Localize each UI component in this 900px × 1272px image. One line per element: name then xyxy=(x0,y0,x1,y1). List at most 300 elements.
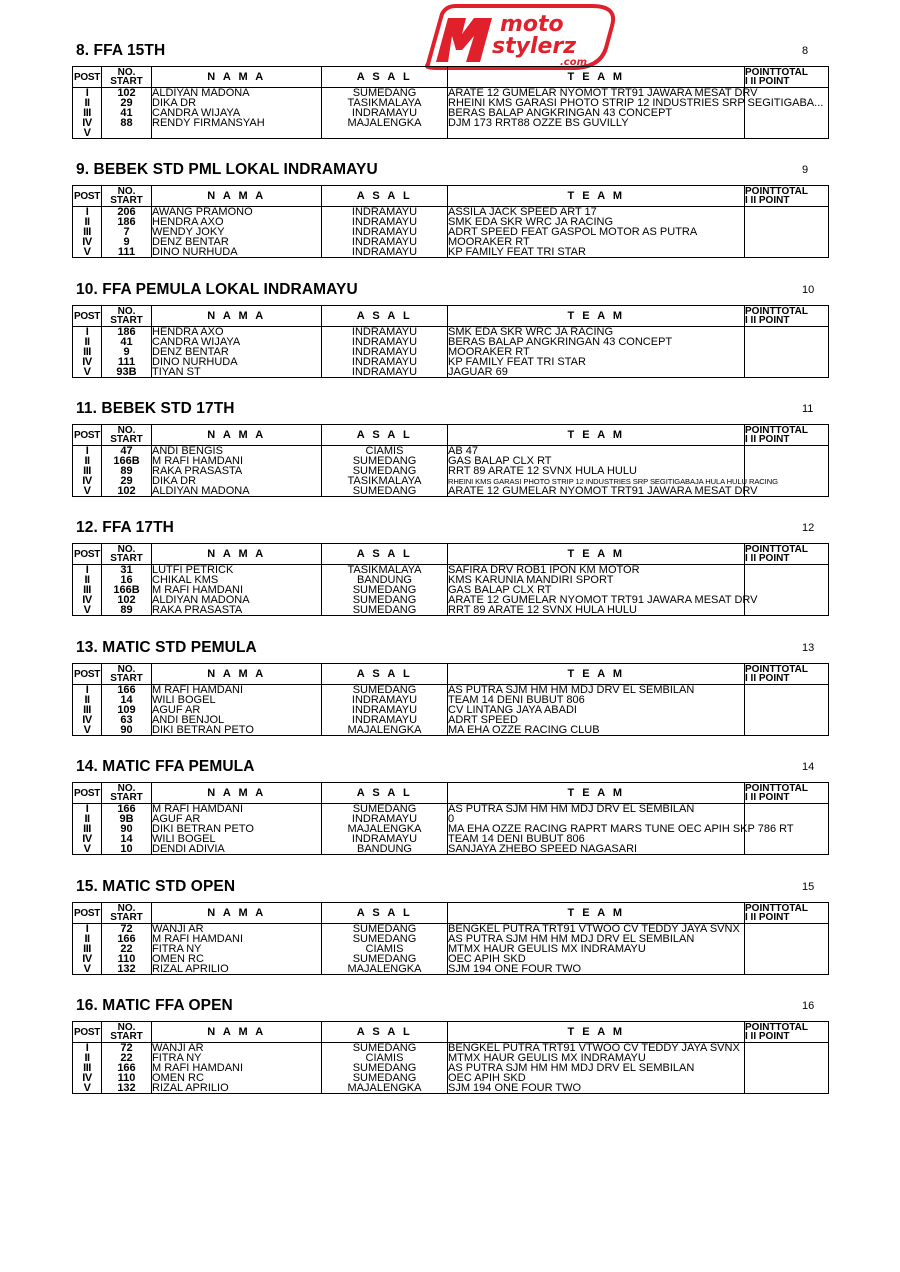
cell-position: III xyxy=(73,705,102,715)
class-section xyxy=(72,400,828,497)
section-number: 14 xyxy=(802,761,815,773)
cell-rider-name: DINO NURHUDA xyxy=(152,357,322,367)
cell-origin: SUMEDANG xyxy=(322,585,448,595)
cell-rider-name: HENDRA AXO xyxy=(152,217,322,227)
cell-point xyxy=(745,1083,829,1094)
header-start-line2: START xyxy=(110,553,143,564)
table-header-row xyxy=(73,1022,829,1043)
table-header-row xyxy=(73,544,829,565)
header-asal: A S A L xyxy=(322,903,448,924)
cell-start-number: 93B xyxy=(102,367,152,378)
cell-team: BERAS BALAP ANGKRINGAN 43 CONCEPT xyxy=(448,337,745,347)
cell-origin: MAJALENGKA xyxy=(322,725,448,736)
cell-origin: SUMEDANG xyxy=(322,1043,448,1054)
header-post: POST xyxy=(73,664,102,685)
cell-rider-name: HENDRA AXO xyxy=(152,327,322,338)
cell-team: SJM 194 ONE FOUR TWO xyxy=(448,1083,745,1094)
cell-team: CV LINTANG JAYA ABADI xyxy=(448,705,745,715)
logo-text-bottom: stylerz xyxy=(492,34,577,59)
cell-origin: INDRAMAYU xyxy=(322,337,448,347)
header-start-line2: START xyxy=(110,792,143,803)
cell-start-number: 109 xyxy=(102,705,152,715)
cell-point xyxy=(745,695,829,705)
cell-point xyxy=(745,207,829,218)
cell-position: II xyxy=(73,456,102,466)
header-no-start xyxy=(102,186,152,207)
table-row xyxy=(73,118,829,128)
cell-position: III xyxy=(73,1063,102,1073)
cell-origin: SUMEDANG xyxy=(322,804,448,815)
cell-team: JAGUAR 69 xyxy=(448,367,745,378)
table-row xyxy=(73,964,829,975)
cell-start-number: 90 xyxy=(102,725,152,736)
cell-position: III xyxy=(73,944,102,954)
cell-start-number: 29 xyxy=(102,476,152,486)
cell-start-number: 206 xyxy=(102,207,152,218)
cell-origin: CIAMIS xyxy=(322,446,448,457)
cell-rider-name: CANDRA WIJAYA xyxy=(152,108,322,118)
results-table xyxy=(72,1021,829,1094)
cell-team: AS PUTRA SJM HM HM MDJ DRV EL SEMBILAN xyxy=(448,685,745,696)
cell-position: I xyxy=(73,1043,102,1054)
cell-position: IV xyxy=(73,834,102,844)
header-point-line1: POINTTOTAL xyxy=(745,1022,808,1033)
cell-origin: INDRAMAYU xyxy=(322,357,448,367)
cell-position: II xyxy=(73,695,102,705)
cell-rider-name: RAKA PRASASTA xyxy=(152,605,322,616)
cell-start-number: 63 xyxy=(102,715,152,725)
section-title: 9. BEBEK STD PML LOKAL INDRAMAYU xyxy=(76,161,378,178)
cell-origin: SUMEDANG xyxy=(322,88,448,99)
cell-start-number: 7 xyxy=(102,227,152,237)
cell-rider-name: M RAFI HAMDANI xyxy=(152,585,322,595)
cell-rider-name: ALDIYAN MADONA xyxy=(152,486,322,497)
header-nama: N A M A xyxy=(152,544,322,565)
table-header-row xyxy=(73,664,829,685)
cell-point xyxy=(745,108,829,118)
cell-point xyxy=(745,466,829,476)
cell-rider-name: WENDY JOKY xyxy=(152,227,322,237)
cell-point xyxy=(745,1073,829,1083)
cell-start-number: 14 xyxy=(102,834,152,844)
cell-start-number: 111 xyxy=(102,357,152,367)
cell-position: V xyxy=(73,128,102,139)
header-team: T E A M xyxy=(448,783,745,804)
cell-point xyxy=(745,804,829,815)
section-title: 8. FFA 15TH xyxy=(76,42,166,59)
header-no-start xyxy=(102,903,152,924)
cell-team: KP FAMILY FEAT TRI STAR xyxy=(448,247,745,258)
header-post: POST xyxy=(73,783,102,804)
cell-position: V xyxy=(73,964,102,975)
cell-start-number: 90 xyxy=(102,824,152,834)
header-start-line2: START xyxy=(110,76,143,87)
section-header xyxy=(72,519,828,541)
cell-team: ARATE 12 GUMELAR NYOMOT TRT91 JAWARA MESAT DRV xyxy=(448,86,758,99)
cell-origin: CIAMIS xyxy=(322,1053,448,1063)
section-title: 13. MATIC STD PEMULA xyxy=(76,639,257,656)
section-title: 12. FFA 17TH xyxy=(76,519,174,536)
header-nama: N A M A xyxy=(152,664,322,685)
class-section xyxy=(72,997,828,1094)
cell-team: ADRT SPEED FEAT GASPOL MOTOR AS PUTRA xyxy=(448,227,745,237)
cell-team: ADRT SPEED xyxy=(448,715,745,725)
results-table xyxy=(72,185,829,258)
cell-point xyxy=(745,456,829,466)
cell-position: III xyxy=(73,466,102,476)
cell-point xyxy=(745,605,829,616)
table-row xyxy=(73,1083,829,1094)
cell-point xyxy=(745,1043,829,1054)
header-point-total xyxy=(745,544,829,565)
header-asal: A S A L xyxy=(322,186,448,207)
cell-position: IV xyxy=(73,237,102,247)
cell-start-number: 186 xyxy=(102,327,152,338)
class-section xyxy=(72,758,828,855)
header-point-line1: POINTTOTAL xyxy=(745,544,808,555)
cell-origin: MAJALENGKA xyxy=(322,118,448,128)
cell-origin: INDRAMAYU xyxy=(322,705,448,715)
header-team: T E A M xyxy=(448,903,745,924)
cell-start-number: 166 xyxy=(102,685,152,696)
table-header-row xyxy=(73,306,829,327)
cell-start-number: 186 xyxy=(102,217,152,227)
cell-team: SMK EDA SKR WRC JA RACING xyxy=(448,327,745,338)
cell-rider-name: WANJI AR xyxy=(152,1043,322,1054)
results-table xyxy=(72,305,829,378)
cell-position: III xyxy=(73,824,102,834)
cell-rider-name: AGUF AR xyxy=(152,814,322,824)
table-row xyxy=(73,367,829,378)
cell-position: I xyxy=(73,565,102,576)
cell-start-number: 31 xyxy=(102,565,152,576)
header-no-start xyxy=(102,1022,152,1043)
cell-position: V xyxy=(73,1083,102,1094)
cell-team: SMK EDA SKR WRC JA RACING xyxy=(448,217,745,227)
results-table xyxy=(72,663,829,736)
cell-start-number: 89 xyxy=(102,605,152,616)
cell-start-number: 72 xyxy=(102,924,152,935)
cell-team: SAFIRA DRV ROB1 IPON KM MOTOR xyxy=(448,565,745,576)
cell-start-number: 102 xyxy=(102,486,152,497)
cell-position: IV xyxy=(73,1073,102,1083)
header-point-total xyxy=(745,783,829,804)
cell-rider-name: LUTFI PETRICK xyxy=(152,565,322,576)
logo-text-top: moto xyxy=(500,12,564,37)
section-header xyxy=(72,42,828,64)
cell-start-number: 166 xyxy=(102,804,152,815)
cell-point xyxy=(745,118,829,128)
cell-point xyxy=(745,357,829,367)
cell-origin: SUMEDANG xyxy=(322,924,448,935)
class-section xyxy=(72,519,828,616)
cell-position: I xyxy=(73,804,102,815)
cell-origin: INDRAMAYU xyxy=(322,715,448,725)
cell-position: V xyxy=(73,605,102,616)
header-nama: N A M A xyxy=(152,783,322,804)
header-nama: N A M A xyxy=(152,1022,322,1043)
cell-origin: SUMEDANG xyxy=(322,456,448,466)
cell-start-number: 9 xyxy=(102,347,152,357)
cell-start-number: 166 xyxy=(102,934,152,944)
header-no-start xyxy=(102,544,152,565)
header-team: T E A M xyxy=(448,664,745,685)
cell-origin: BANDUNG xyxy=(322,844,448,855)
header-point-line1: POINTTOTAL xyxy=(745,67,808,78)
cell-rider-name: RIZAL APRILIO xyxy=(152,1083,322,1094)
section-title: 14. MATIC FFA PEMULA xyxy=(76,758,255,775)
cell-team: ARATE 12 GUMELAR NYOMOT TRT91 JAWARA MESAT DRV xyxy=(448,593,758,606)
header-team: T E A M xyxy=(448,425,745,446)
header-point-line1: POINTTOTAL xyxy=(745,783,808,794)
cell-position: V xyxy=(73,844,102,855)
cell-team: RHEINI KMS GARASI PHOTO STRIP 12 INDUSTRIES SRP SEGITIGABAJA HULA HULU RACING xyxy=(448,476,778,486)
cell-team: ARATE 12 GUMELAR NYOMOT TRT91 JAWARA MESAT DRV xyxy=(448,484,758,497)
cell-team: AB 47 xyxy=(448,446,745,457)
cell-rider-name: WILI BOGEL xyxy=(152,695,322,705)
cell-team: RHEINI KMS GARASI PHOTO STRIP 12 INDUSTRIES SRP SEGITIGABA... xyxy=(448,96,824,109)
table-row xyxy=(73,605,829,616)
cell-origin: SUMEDANG xyxy=(322,954,448,964)
cell-origin: CIAMIS xyxy=(322,944,448,954)
cell-origin: SUMEDANG xyxy=(322,934,448,944)
header-point-total xyxy=(745,425,829,446)
cell-start-number: 72 xyxy=(102,1043,152,1054)
section-header xyxy=(72,758,828,780)
section-number: 10 xyxy=(802,284,815,296)
cell-rider-name: FITRA NY xyxy=(152,1053,322,1063)
cell-point xyxy=(745,934,829,944)
cell-position: I xyxy=(73,446,102,457)
header-post: POST xyxy=(73,425,102,446)
cell-start-number: 22 xyxy=(102,1053,152,1063)
cell-origin: SUMEDANG xyxy=(322,685,448,696)
table-header-row xyxy=(73,425,829,446)
cell-position: I xyxy=(73,327,102,338)
cell-rider-name: ALDIYAN MADONA xyxy=(152,595,322,605)
cell-start-number: 89 xyxy=(102,466,152,476)
header-point-line2: I II POINT xyxy=(745,792,790,803)
results-table xyxy=(72,543,829,616)
header-no-line1: NO. xyxy=(117,1022,136,1033)
cell-position: II xyxy=(73,1053,102,1063)
cell-team: OEC APIH SKD xyxy=(448,1073,745,1083)
header-team: T E A M xyxy=(448,544,745,565)
cell-origin: INDRAMAYU xyxy=(322,327,448,338)
results-table xyxy=(72,782,829,855)
cell-rider-name: WANJI AR xyxy=(152,924,322,935)
cell-start-number: 29 xyxy=(102,98,152,108)
cell-rider-name: CHIKAL KMS xyxy=(152,575,322,585)
header-point-line2: I II POINT xyxy=(745,553,790,564)
cell-position: II xyxy=(73,934,102,944)
cell-position: II xyxy=(73,98,102,108)
header-start-line2: START xyxy=(110,195,143,206)
header-no-start xyxy=(102,67,152,88)
logo-text-domain: .com xyxy=(560,57,588,68)
cell-team: MTMX HAUR GEULIS MX INDRAMAYU xyxy=(448,944,745,954)
header-point-line2: I II POINT xyxy=(745,912,790,923)
cell-rider-name: WILI BOGEL xyxy=(152,834,322,844)
table-header-row xyxy=(73,783,829,804)
cell-team: SANJAYA ZHEBO SPEED NAGASARI xyxy=(448,844,745,855)
cell-origin: SUMEDANG xyxy=(322,1063,448,1073)
cell-position: II xyxy=(73,337,102,347)
cell-origin: INDRAMAYU xyxy=(322,207,448,218)
cell-point xyxy=(745,954,829,964)
cell-rider-name: M RAFI HAMDANI xyxy=(152,456,322,466)
cell-point xyxy=(745,247,829,258)
results-table xyxy=(72,424,829,497)
cell-position: IV xyxy=(73,118,102,128)
header-no-line1: NO. xyxy=(117,544,136,555)
section-header xyxy=(72,161,828,183)
header-no-line1: NO. xyxy=(117,425,136,436)
header-point-line2: I II POINT xyxy=(745,76,790,87)
cell-origin: TASIKMALAYA xyxy=(322,98,448,108)
cell-team: MA EHA OZZE RACING RAPRT MARS TUNE OEC APIH SKP 786 RT xyxy=(448,822,794,835)
cell-start-number: 132 xyxy=(102,964,152,975)
header-start-line2: START xyxy=(110,673,143,684)
table-row xyxy=(73,486,829,497)
cell-point xyxy=(745,964,829,975)
cell-start-number: 110 xyxy=(102,954,152,964)
section-title: 16. MATIC FFA OPEN xyxy=(76,997,233,1014)
header-no-line1: NO. xyxy=(117,186,136,197)
cell-origin: SUMEDANG xyxy=(322,466,448,476)
cell-start-number: 110 xyxy=(102,1073,152,1083)
cell-position: IV xyxy=(73,476,102,486)
cell-team: GAS BALAP CLX RT xyxy=(448,585,745,595)
header-post: POST xyxy=(73,306,102,327)
section-number: 12 xyxy=(802,522,815,534)
section-number: 8 xyxy=(802,45,809,57)
cell-point xyxy=(745,1063,829,1073)
header-point-total xyxy=(745,306,829,327)
header-no-line1: NO. xyxy=(117,783,136,794)
class-section xyxy=(72,42,828,139)
results-table xyxy=(72,66,829,139)
header-post: POST xyxy=(73,1022,102,1043)
section-number: 15 xyxy=(802,881,815,893)
cell-team: GAS BALAP CLX RT xyxy=(448,456,745,466)
cell-point xyxy=(745,217,829,227)
cell-point xyxy=(745,715,829,725)
cell-origin: BANDUNG xyxy=(322,575,448,585)
cell-point xyxy=(745,327,829,338)
cell-rider-name: RAKA PRASASTA xyxy=(152,466,322,476)
section-number: 16 xyxy=(802,1000,815,1012)
cell-start-number: 166B xyxy=(102,456,152,466)
header-start-line2: START xyxy=(110,434,143,445)
cell-rider-name: DENDI ADIVIA xyxy=(152,844,322,855)
cell-origin: INDRAMAYU xyxy=(322,834,448,844)
header-point-line2: I II POINT xyxy=(745,673,790,684)
cell-point xyxy=(745,924,829,935)
cell-position: V xyxy=(73,247,102,258)
section-header xyxy=(72,639,828,661)
cell-origin: INDRAMAYU xyxy=(322,367,448,378)
cell-point xyxy=(745,565,829,576)
cell-start-number xyxy=(102,128,152,139)
cell-position: III xyxy=(73,585,102,595)
cell-start-number: 16 xyxy=(102,575,152,585)
cell-position: III xyxy=(73,108,102,118)
header-no-start xyxy=(102,664,152,685)
cell-rider-name: OMEN RC xyxy=(152,1073,322,1083)
header-start-line2: START xyxy=(110,912,143,923)
header-asal: A S A L xyxy=(322,306,448,327)
cell-rider-name: DIKI BETRAN PETO xyxy=(152,725,322,736)
header-asal: A S A L xyxy=(322,664,448,685)
cell-position: III xyxy=(73,347,102,357)
cell-position: II xyxy=(73,814,102,824)
cell-origin: MAJALENGKA xyxy=(322,1083,448,1094)
cell-rider-name: TIYAN ST xyxy=(152,367,322,378)
cell-team xyxy=(448,128,745,139)
cell-point xyxy=(745,337,829,347)
header-point-line1: POINTTOTAL xyxy=(745,186,808,197)
cell-rider-name: CANDRA WIJAYA xyxy=(152,337,322,347)
cell-team: 0 xyxy=(448,814,745,824)
cell-origin: INDRAMAYU xyxy=(322,247,448,258)
cell-position: V xyxy=(73,367,102,378)
header-start-line2: START xyxy=(110,315,143,326)
cell-position: V xyxy=(73,486,102,497)
cell-rider-name: DIKA DR xyxy=(152,476,322,486)
cell-position: I xyxy=(73,685,102,696)
cell-position: IV xyxy=(73,954,102,964)
header-point-line2: I II POINT xyxy=(745,434,790,445)
cell-origin: SUMEDANG xyxy=(322,605,448,616)
section-title: 10. FFA PEMULA LOKAL INDRAMAYU xyxy=(76,281,358,298)
cell-point xyxy=(745,944,829,954)
cell-start-number: 166 xyxy=(102,1063,152,1073)
cell-rider-name: AGUF AR xyxy=(152,705,322,715)
cell-origin: SUMEDANG xyxy=(322,486,448,497)
header-start-line2: START xyxy=(110,1031,143,1042)
header-no-line1: NO. xyxy=(117,306,136,317)
cell-team: KMS KARUNIA MANDIRI SPORT xyxy=(448,575,745,585)
header-point-line2: I II POINT xyxy=(745,195,790,206)
header-no-line1: NO. xyxy=(117,664,136,675)
header-post: POST xyxy=(73,544,102,565)
cell-origin: INDRAMAYU xyxy=(322,237,448,247)
cell-point xyxy=(745,725,829,736)
cell-team: SJM 194 ONE FOUR TWO xyxy=(448,964,745,975)
section-number: 9 xyxy=(802,164,809,176)
cell-point xyxy=(745,685,829,696)
class-section xyxy=(72,878,828,975)
cell-origin: TASIKMALAYA xyxy=(322,565,448,576)
cell-rider-name: ALDIYAN MADONA xyxy=(152,88,322,99)
cell-team: AS PUTRA SJM HM HM MDJ DRV EL SEMBILAN xyxy=(448,934,745,944)
header-post: POST xyxy=(73,903,102,924)
header-point-total xyxy=(745,67,829,88)
table-row xyxy=(73,725,829,736)
cell-origin: INDRAMAYU xyxy=(322,814,448,824)
header-point-total xyxy=(745,1022,829,1043)
cell-start-number: 88 xyxy=(102,118,152,128)
cell-rider-name: M RAFI HAMDANI xyxy=(152,934,322,944)
cell-team: BERAS BALAP ANGKRINGAN 43 CONCEPT xyxy=(448,108,745,118)
header-asal: A S A L xyxy=(322,67,448,88)
header-nama: N A M A xyxy=(152,67,322,88)
cell-start-number: 22 xyxy=(102,944,152,954)
cell-start-number: 10 xyxy=(102,844,152,855)
header-point-total xyxy=(745,186,829,207)
cell-origin: INDRAMAYU xyxy=(322,108,448,118)
